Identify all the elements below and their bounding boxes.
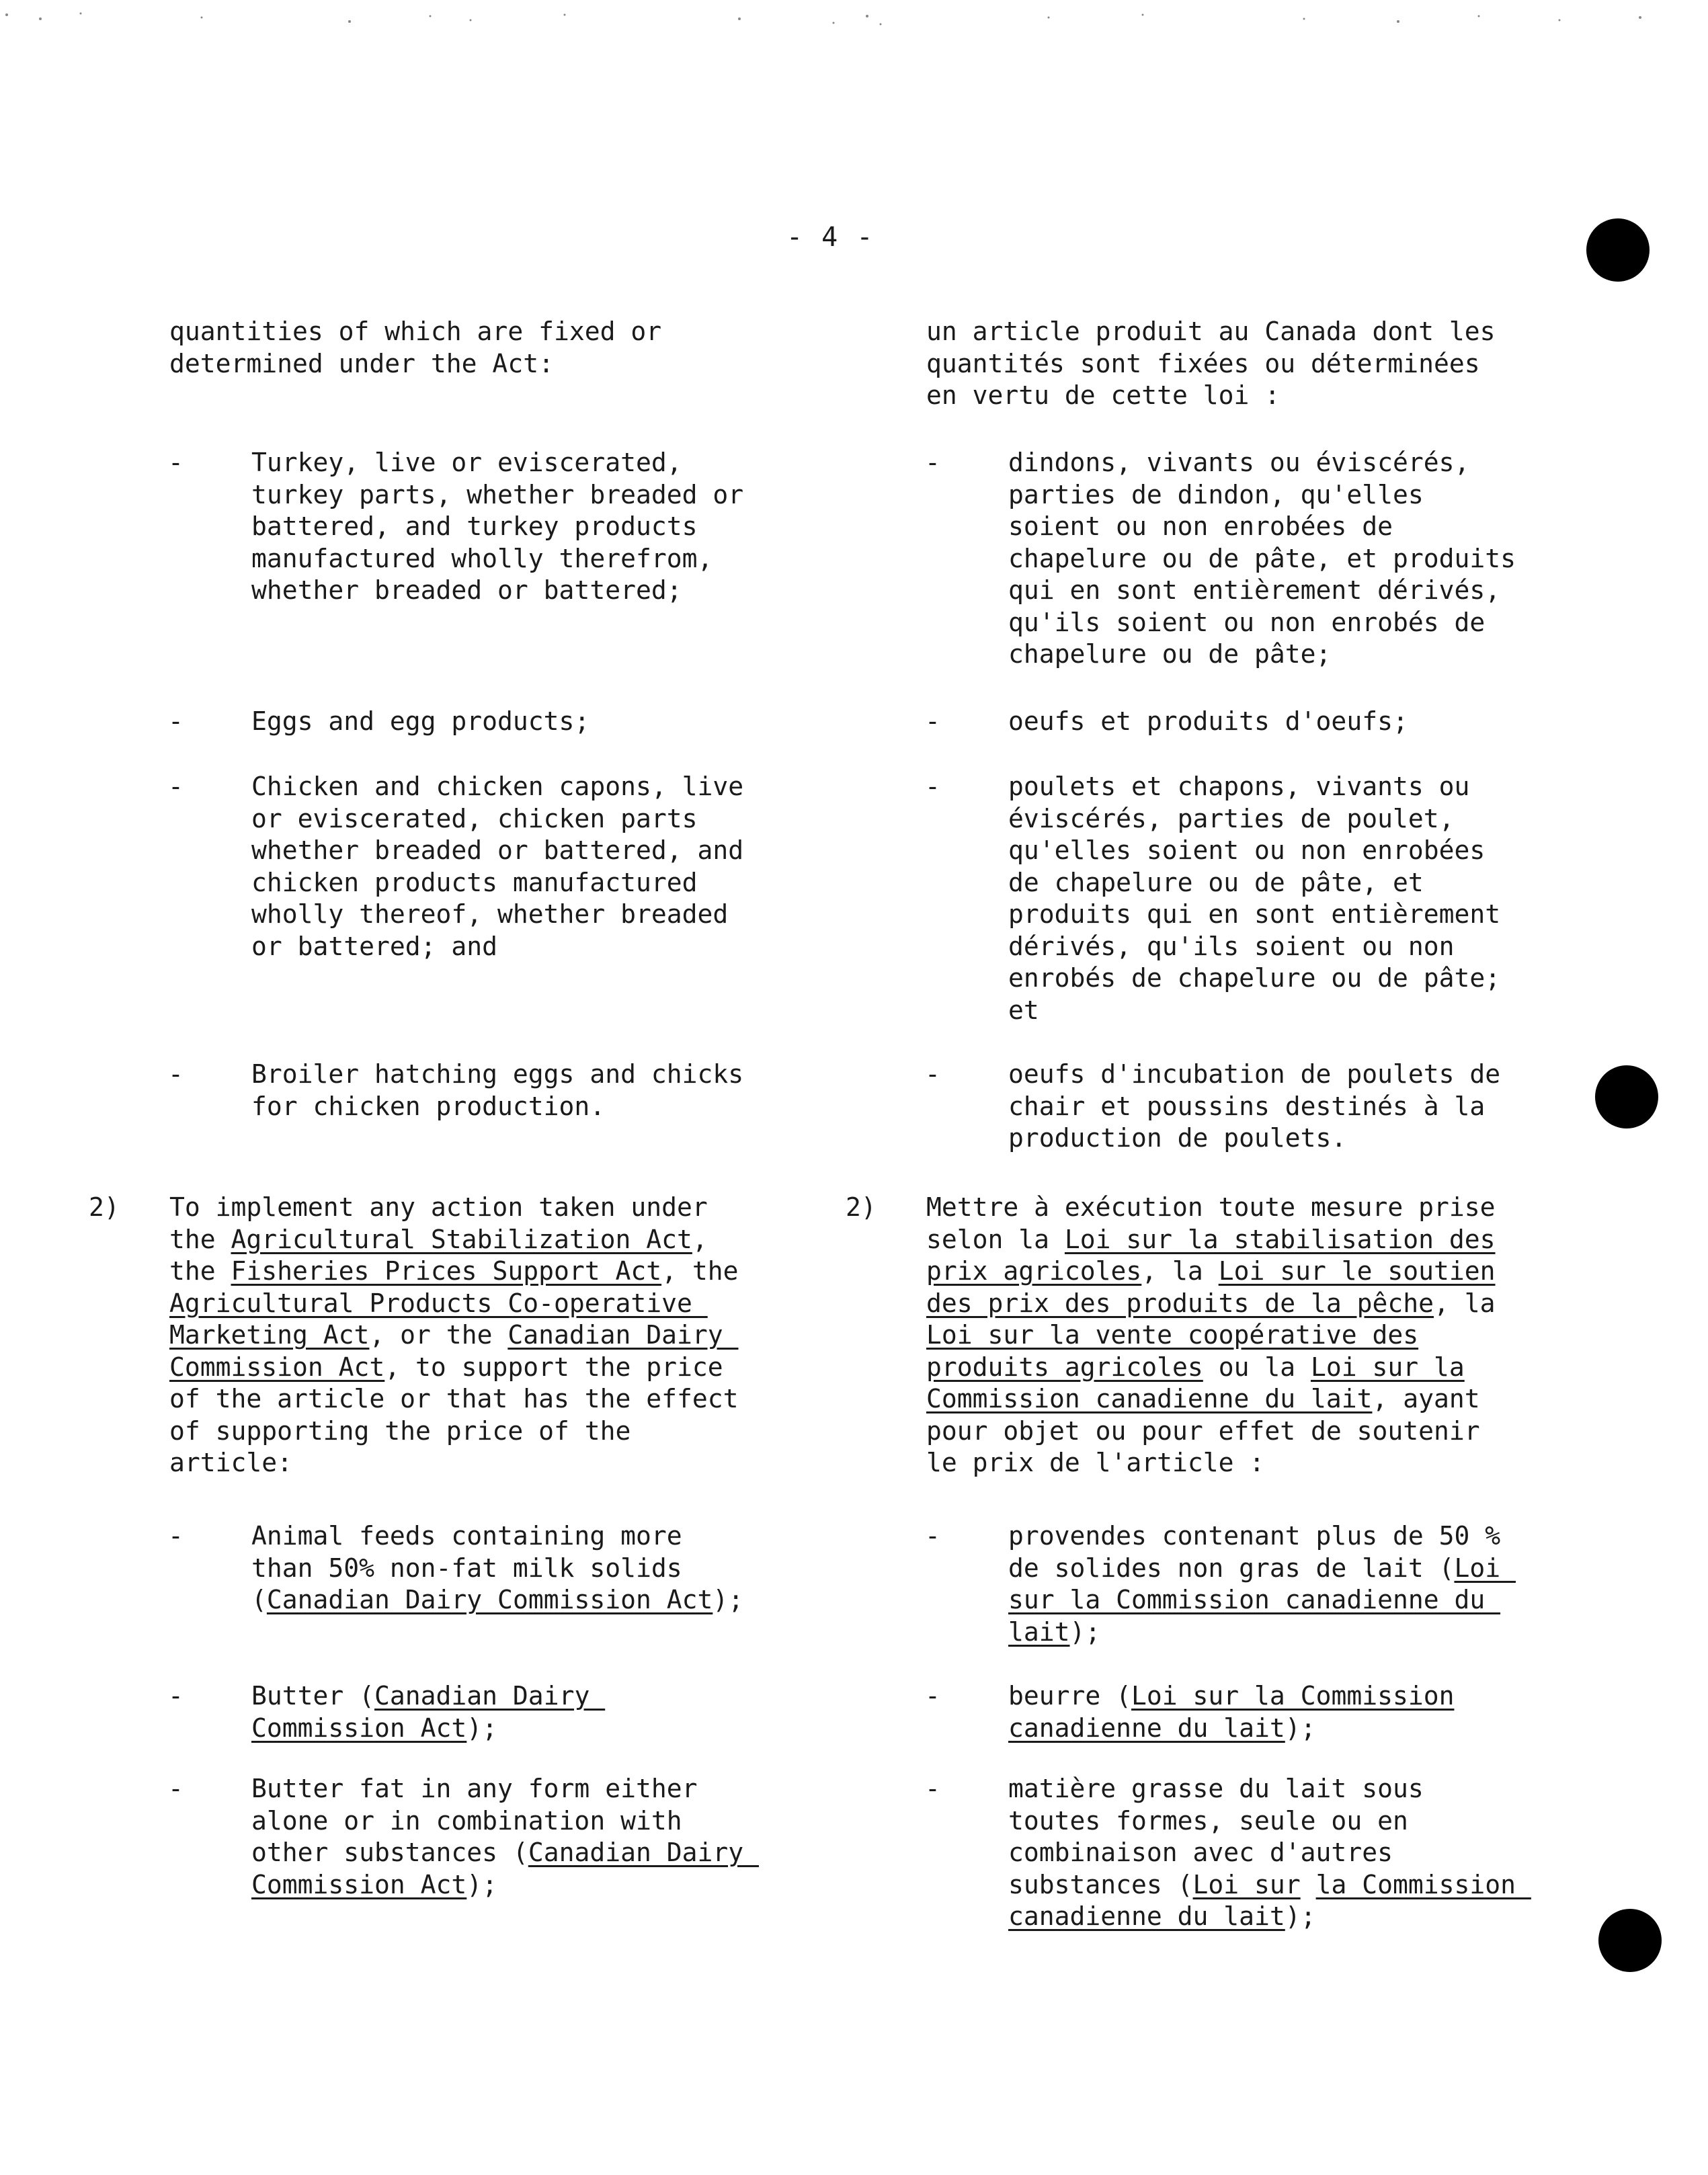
section-text [926,1192,1598,1479]
dash-marker: - [168,1681,184,1711]
text-segment: , ayant [1372,1384,1480,1413]
list-item-text [1008,1773,1531,1933]
act-title: des prix des produits de la pêche [926,1288,1434,1318]
act-title: Canadian Dairy [507,1320,739,1350]
text-segment: ); [466,1869,498,1899]
text-segment [1301,1870,1316,1899]
dash-marker: - [168,448,184,477]
act-title: Loi sur la stabilisation des [1064,1224,1496,1254]
dash-marker: - [925,448,940,477]
dash-marker: - [925,1681,940,1711]
text-line: or eviscerated, chicken parts [251,803,698,833]
act-title: Commission Act [251,1713,467,1743]
text-segment: ou la [1203,1352,1311,1382]
text-line: whether breaded or battered, and [251,835,744,865]
text-segment: of the article or that has the effect [169,1384,739,1413]
text-segment: Butter fat in any form either [251,1774,698,1803]
text-segment: substances ( [1008,1869,1193,1899]
dash-marker: - [168,772,184,801]
list-item-text [1008,1520,1516,1648]
list-item-text [1008,771,1500,1026]
text-segment: alone or in combination with [251,1805,682,1836]
text-line: parties de dindon, qu'elles [1008,479,1424,509]
text-line [169,1415,882,1448]
act-title: canadienne du lait [1008,1901,1285,1931]
act-title: Canadian Dairy [374,1681,606,1711]
section-text [169,1192,882,1479]
list-item-text [1008,706,1408,738]
act-title: Fisheries Prices Support Act [231,1256,662,1286]
text-line [1008,1837,1531,1869]
text-line [251,1837,759,1869]
act-title: Agricultural Stabilization Act [231,1224,692,1254]
text-line: soient ou non enrobées de [1008,511,1393,541]
text-line [169,1319,882,1352]
text-segment: ( [251,1585,267,1614]
text-line [251,1713,605,1745]
text-segment: le prix de l'article : [926,1448,1265,1477]
text-line [926,1352,1598,1384]
text-line: Eggs and egg products; [251,706,590,736]
act-title: Loi sur la [1310,1352,1465,1382]
text-segment: Animal feeds containing more [251,1521,682,1551]
text-line [926,1224,1598,1256]
list-item-text [251,1773,759,1901]
list-item-text [1008,1680,1454,1744]
text-line [926,1319,1598,1352]
text-line [1008,1901,1531,1933]
text-segment: Mettre à exécution toute mesure prise [926,1192,1496,1222]
text-line [251,1869,759,1901]
text-line: or battered; and [251,931,498,961]
text-line: et [1008,995,1039,1025]
text-line: qu'ils soient ou non enrobés de [1008,607,1486,637]
text-segment: selon la [926,1224,1065,1254]
text-line [926,1415,1598,1448]
text-segment: , to support the price [384,1352,723,1382]
text-line [1008,1805,1531,1838]
punch-hole [1598,1909,1662,1972]
text-line: dindons, vivants ou éviscérés, [1008,448,1470,477]
text-line: chair et poussins destinés à la [1008,1091,1486,1121]
act-title: produits agricoles [926,1352,1203,1382]
text-segment: of supporting the price of the [169,1415,631,1446]
text-line [1008,1869,1531,1901]
act-title: Canadian Dairy Commission Act [266,1585,713,1614]
dash-marker: - [168,706,184,736]
text-line [251,1680,605,1713]
french-intro [926,316,1598,412]
list-item-text [1008,447,1516,671]
text-segment: the [169,1256,231,1286]
english-intro [169,316,882,380]
act-title: Commission Act [251,1869,467,1899]
text-line [1008,1520,1516,1553]
text-line [169,1256,882,1288]
text-line [169,1288,882,1320]
text-segment: than 50% non-fat milk solids [251,1553,682,1583]
text-segment: toutes formes, seule ou en [1008,1805,1408,1836]
text-line [169,1224,882,1256]
text-line [1008,1773,1531,1805]
text-line [926,1447,1598,1479]
punch-hole [1586,218,1650,282]
act-title: sur la Commission canadienne du [1008,1585,1501,1614]
text-line: battered, and turkey products [251,511,698,541]
intro-line: determined under the Act: [169,348,554,378]
english-section-2 [89,1192,882,1479]
text-segment: ); [1069,1616,1101,1647]
act-title: Agricultural Products Co-operative [169,1288,708,1318]
text-segment: To implement any action taken under [169,1192,708,1222]
text-line [1008,1553,1516,1585]
section-number: 2) [846,1192,877,1222]
text-line: chapelure ou de pâte, et produits [1008,543,1516,573]
intro-line: un article produit au Canada dont les [926,317,1496,346]
dash-marker: - [925,1774,940,1803]
dash-marker: - [925,1521,940,1551]
text-segment: de solides non gras de lait ( [1008,1553,1455,1583]
text-line [169,1383,882,1415]
dash-marker: - [925,1059,940,1089]
list-item-text [251,447,743,607]
text-segment: Butter ( [251,1681,375,1711]
text-line [1008,1584,1516,1616]
text-segment: , la [1433,1288,1496,1318]
text-line: turkey parts, whether breaded or [251,479,744,509]
intro-line: en vertu de cette loi : [926,380,1280,410]
text-line [926,1383,1598,1415]
text-line: dérivés, qu'ils soient ou non [1008,931,1455,961]
text-segment: other substances ( [251,1838,528,1867]
text-segment: ); [713,1585,744,1614]
text-line [1008,1680,1454,1713]
act-title: Loi sur la vente coopérative des [926,1320,1419,1350]
text-line: Turkey, live or eviscerated, [251,448,682,477]
text-segment: pour objet ou pour effet de soutenir [926,1415,1480,1446]
text-segment: matière grasse du lait sous [1008,1774,1424,1803]
text-line: whether breaded or battered; [251,575,682,605]
text-line [1008,1713,1454,1745]
act-title: Loi [1454,1553,1516,1583]
text-line: for chicken production. [251,1091,606,1121]
text-line: produits qui en sont entièrement [1008,899,1501,929]
text-line [251,1584,743,1616]
section-number: 2) [89,1192,120,1222]
text-line: qui en sont entièrement dérivés, [1008,575,1501,605]
text-line: wholly thereof, whether breaded [251,899,729,929]
text-line [251,1520,743,1553]
text-line [169,1447,882,1479]
scan-noise [0,9,1708,27]
text-line: chicken products manufactured [251,867,698,897]
text-line [926,1192,1598,1224]
text-segment: combinaison avec d'autres [1008,1838,1393,1867]
dash-marker: - [168,1774,184,1803]
act-title: Loi sur la Commission [1131,1681,1455,1711]
list-item-text [251,1520,743,1616]
act-title: canadienne du lait [1008,1713,1285,1743]
act-title: Loi sur le soutien [1218,1256,1496,1286]
punch-hole [1595,1065,1658,1128]
text-line [926,1256,1598,1288]
intro-line: quantities of which are fixed or [169,317,662,346]
dash-marker: - [925,772,940,801]
act-title: prix agricoles [926,1256,1142,1286]
text-line: Chicken and chicken capons, live [251,772,744,801]
text-segment: ); [466,1713,498,1743]
text-line [926,1288,1598,1320]
act-title: Commission Act [169,1352,385,1382]
text-line: oeufs et produits d'oeufs; [1008,706,1408,736]
text-line: manufactured wholly therefrom, [251,543,713,573]
act-title: Marketing Act [169,1320,370,1350]
text-line: production de poulets. [1008,1123,1347,1153]
text-line: oeufs d'incubation de poulets de [1008,1059,1501,1089]
dash-marker: - [168,1521,184,1551]
text-segment: , la [1141,1256,1219,1286]
text-segment: ); [1285,1713,1316,1743]
act-title: Commission canadienne du lait [926,1384,1373,1413]
text-line [251,1553,743,1585]
list-item-text [251,771,743,962]
text-line [251,1805,759,1838]
text-line: qu'elles soient ou non enrobées [1008,835,1486,865]
act-title: la Commission [1315,1869,1531,1899]
text-segment: the [169,1224,231,1254]
act-title: Canadian Dairy [528,1838,759,1867]
text-line [169,1352,882,1384]
text-segment: provendes contenant plus de 50 % [1008,1521,1501,1551]
act-title: lait [1008,1616,1070,1647]
dash-marker: - [168,1059,184,1089]
text-line: éviscérés, parties de poulet, [1008,803,1455,833]
act-title: Loi sur [1192,1869,1301,1899]
list-item-text [251,1680,605,1744]
text-segment: article: [169,1448,293,1477]
text-segment: , or the [369,1320,508,1350]
list-item-text [251,1059,743,1122]
text-line [1008,1616,1516,1649]
text-line: enrobés de chapelure ou de pâte; [1008,963,1501,993]
list-item-text [1008,1059,1500,1155]
text-segment: beurre ( [1008,1681,1132,1711]
intro-line: quantités sont fixées ou déterminées [926,348,1480,378]
dash-marker: - [925,706,940,736]
page-number: - 4 - [786,222,875,253]
text-line [169,1192,882,1224]
text-line: chapelure ou de pâte; [1008,639,1332,669]
text-line [251,1773,759,1805]
text-segment: , [692,1224,708,1254]
text-segment: ); [1285,1901,1316,1931]
text-line: poulets et chapons, vivants ou [1008,772,1470,801]
text-line: de chapelure ou de pâte, et [1008,867,1424,897]
text-segment: , the [661,1256,739,1286]
text-line: Broiler hatching eggs and chicks [251,1059,744,1089]
french-section-2 [846,1192,1598,1479]
list-item-text [251,706,589,738]
